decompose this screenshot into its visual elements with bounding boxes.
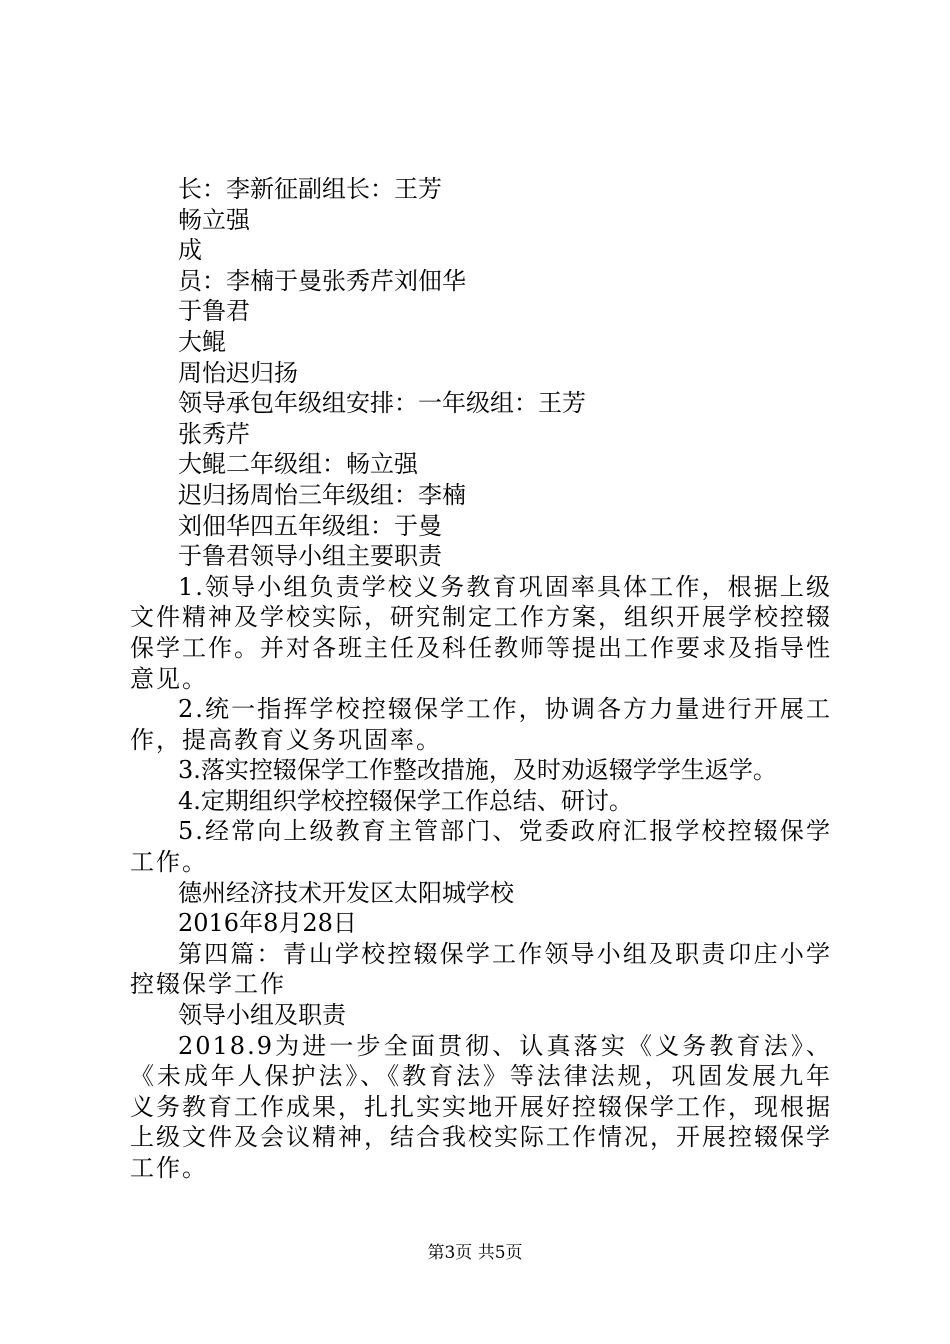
section-body: 2018.9为进一步全面贯彻、认真落实《义务教育法》、《未成年人保护法》、《教育法》等法律法规，巩固发展九年义务教育工作成果，扎扎实实地开展好控辍保学工作，现根据上级文件及会议精神，结合我校实际工作情况，开展控辍保学工作。 xyxy=(130,1031,832,1182)
section-subtitle: 领导小组及职责 xyxy=(178,1001,346,1030)
text-line: 畅立强 xyxy=(178,205,250,234)
document-body xyxy=(130,174,832,1184)
text-line: 张秀芹 xyxy=(178,419,250,448)
section-heading-duties: 于鲁君领导小组主要职责 xyxy=(178,542,442,571)
duty-paragraph-5: 5.经常向上级教育主管部门、党委政府汇报学校控辍保学工作。 xyxy=(130,817,832,877)
text-line: 成 xyxy=(178,236,202,265)
duty-paragraph-4: 4.定期组织学校控辍保学工作总结、研讨。 xyxy=(178,786,633,815)
duty-paragraph-2: 2.统一指挥学校控辍保学工作，协调各方力量进行开展工作，提高教育义务巩固率。 xyxy=(130,695,832,754)
duty-paragraph-1: 1.领导小组负责学校义务教育巩固率具体工作，根据上级文件精神及学校实际，研究制定工作方案，组织开展学校控辍保学工作。并对各班主任及科任教师等提出工作要求及指导性意见。 xyxy=(130,572,832,693)
text-line: 于鲁君 xyxy=(178,297,250,326)
signature-date: 2016年8月28日 xyxy=(178,909,357,938)
text-line: 大鲲 xyxy=(178,327,226,356)
section-title: 第四篇：青山学校控辍保学工作领导小组及职责卬庄小学控辍保学工作 xyxy=(130,939,832,999)
text-line: 领导承包年级组安排：一年级组：王芳 xyxy=(178,389,586,418)
text-line: 大鲲二年级组：畅立强 xyxy=(178,450,418,479)
text-line: 周怡迟归扬 xyxy=(178,358,298,387)
duty-paragraph-3: 3.落实控辍保学工作整改措施，及时劝返辍学学生返学。 xyxy=(178,756,777,785)
text-line: 刘佃华四五年级组：于曼 xyxy=(178,511,442,540)
text-line: 长：李新征副组长：王芳 xyxy=(178,175,442,203)
signature-org: 德州经济技术开发区太阳城学校 xyxy=(178,878,514,907)
text-line: 迟归扬周怡三年级组：李楠 xyxy=(178,480,466,509)
text-line: 员：李楠于曼张秀芹刘佃华 xyxy=(178,266,466,295)
page-footer: 第3页 共5页 xyxy=(427,1243,523,1263)
